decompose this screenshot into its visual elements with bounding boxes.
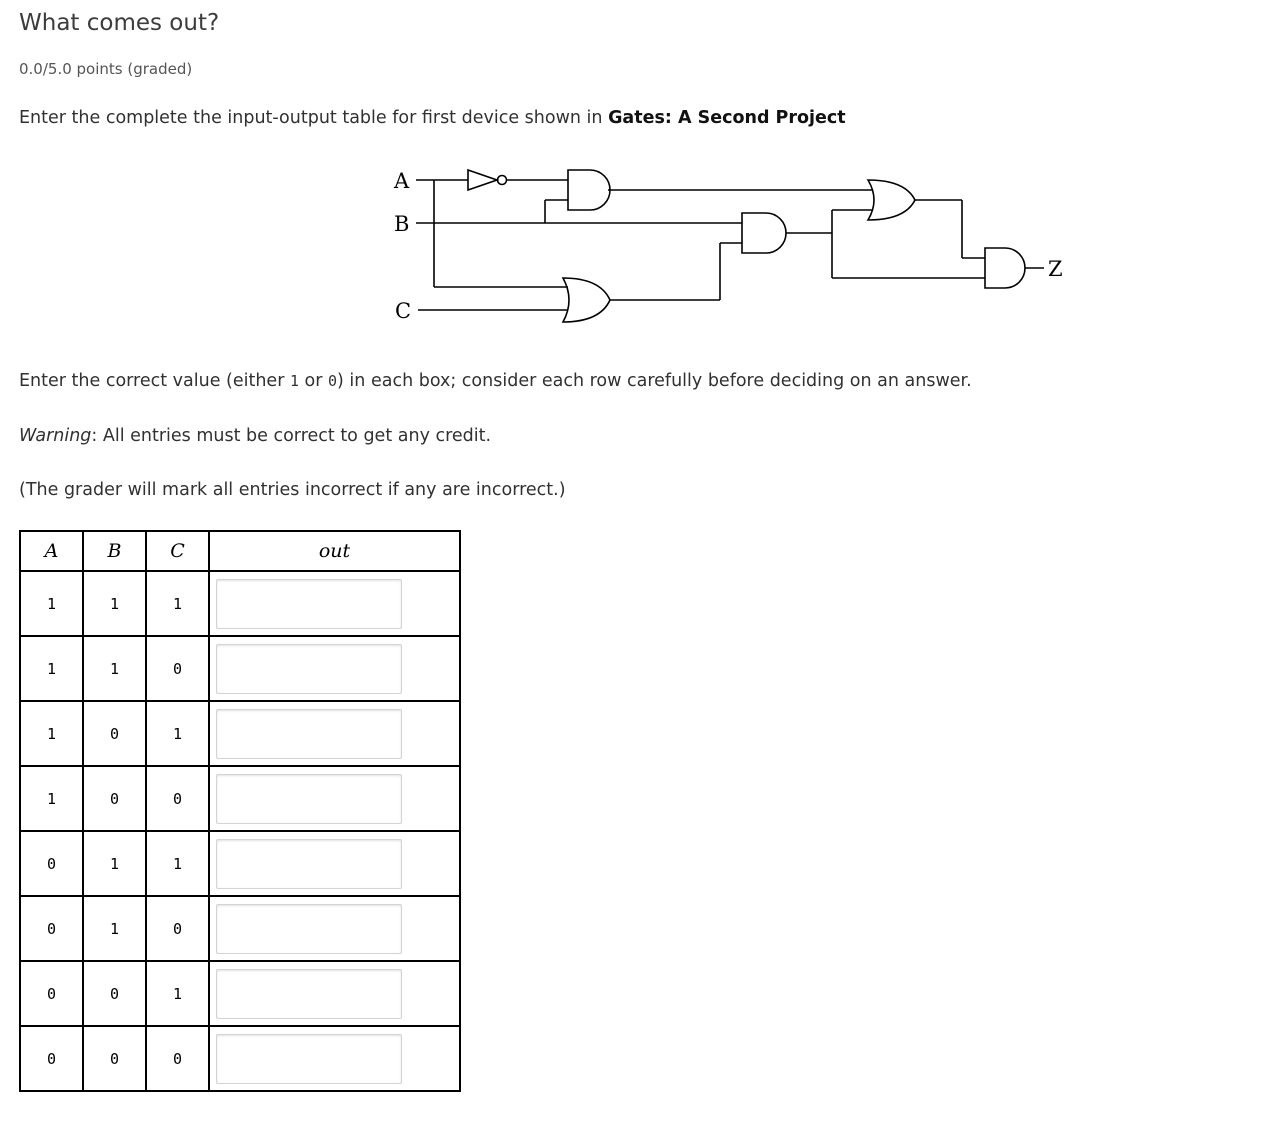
cell-a: 0	[20, 831, 83, 896]
cell-a: 0	[20, 1026, 83, 1091]
cell-out	[209, 571, 460, 636]
cell-a: 1	[20, 701, 83, 766]
grader-note: (The grader will mark all entries incorrect if any are incorrect.)	[19, 480, 566, 500]
answer-input[interactable]	[216, 904, 402, 954]
cell-b: 0	[83, 961, 146, 1026]
cell-a: 0	[20, 961, 83, 1026]
header-c: C	[146, 531, 209, 571]
cell-c: 0	[146, 896, 209, 961]
answer-input[interactable]	[216, 709, 402, 759]
warning	[19, 426, 491, 446]
label-output-z: Z	[1048, 257, 1063, 281]
answer-input[interactable]	[216, 839, 402, 889]
cell-c: 0	[146, 1026, 209, 1091]
cell-b: 1	[83, 571, 146, 636]
cell-c: 1	[146, 701, 209, 766]
problem-title: What comes out?	[19, 10, 220, 36]
cell-out	[209, 896, 460, 961]
cell-b: 1	[83, 896, 146, 961]
warning-text: : All entries must be correct to get any credit.	[91, 426, 492, 446]
table-row	[20, 636, 460, 701]
cell-out	[209, 831, 460, 896]
truth-table	[19, 530, 461, 1092]
cell-c: 1	[146, 961, 209, 1026]
table-row	[20, 896, 460, 961]
instructions-or: or	[298, 371, 329, 391]
cell-out	[209, 701, 460, 766]
cell-b: 1	[83, 636, 146, 701]
problem-prompt	[19, 108, 846, 128]
header-b: B	[83, 531, 146, 571]
table-header-row	[20, 531, 460, 571]
cell-b: 0	[83, 766, 146, 831]
table-row	[20, 1026, 460, 1091]
answer-input[interactable]	[216, 1034, 402, 1084]
cell-out	[209, 1026, 460, 1091]
cell-out	[209, 766, 460, 831]
table-row	[20, 571, 460, 636]
cell-out	[209, 961, 460, 1026]
cell-a: 1	[20, 766, 83, 831]
table-row	[20, 766, 460, 831]
prompt-project-name: Gates: A Second Project	[608, 108, 846, 128]
header-a: A	[20, 531, 83, 571]
cell-a: 1	[20, 571, 83, 636]
cell-c: 1	[146, 571, 209, 636]
logic-circuit-diagram	[385, 160, 1085, 335]
label-input-a: A	[394, 169, 410, 193]
cell-a: 0	[20, 896, 83, 961]
instructions-one: 1	[289, 372, 299, 390]
cell-c: 1	[146, 831, 209, 896]
answer-input[interactable]	[216, 969, 402, 1019]
answer-input[interactable]	[216, 579, 402, 629]
cell-c: 0	[146, 766, 209, 831]
instructions-zero: 0	[328, 372, 338, 390]
table-row	[20, 701, 460, 766]
label-input-c: C	[395, 299, 412, 323]
points-status: 0.0/5.0 points (graded)	[19, 60, 193, 78]
label-input-b: B	[394, 212, 410, 236]
instructions-after: ) in each box; consider each row carefully before deciding on an answer.	[337, 371, 972, 391]
warning-label: Warning	[19, 426, 92, 446]
header-out: out	[209, 531, 460, 571]
instructions-before: Enter the correct value (either	[19, 371, 290, 391]
cell-out	[209, 636, 460, 701]
cell-b: 1	[83, 831, 146, 896]
answer-input[interactable]	[216, 644, 402, 694]
cell-b: 0	[83, 1026, 146, 1091]
instructions	[19, 371, 972, 391]
table-row	[20, 831, 460, 896]
cell-c: 0	[146, 636, 209, 701]
cell-b: 0	[83, 701, 146, 766]
table-row	[20, 961, 460, 1026]
prompt-text: Enter the complete the input-output table for first device shown in	[19, 108, 609, 128]
answer-input[interactable]	[216, 774, 402, 824]
cell-a: 1	[20, 636, 83, 701]
